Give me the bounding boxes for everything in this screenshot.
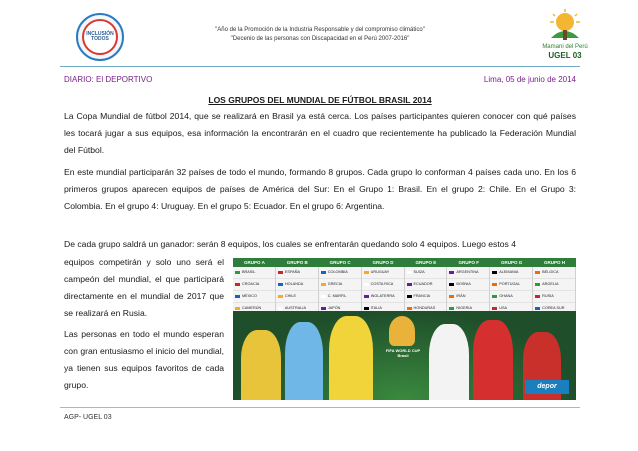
sun-tree-icon [545,8,585,44]
team-name: HONDURAS [413,306,436,310]
group-header: GRUPO B [286,260,308,265]
team-entry [405,279,447,291]
team-entry [319,279,361,291]
flag-icon [321,271,326,275]
world-cup-trophy-icon [389,316,415,346]
group-column [233,267,276,311]
team-name: CHILE [284,294,297,298]
group-team-grid [233,267,576,311]
group-column [362,267,405,311]
flag-icon [535,307,540,311]
team-entry [533,291,575,303]
depor-brand: depor [525,380,569,394]
group-column [276,267,319,311]
flag-icon [235,271,240,275]
team-name: ALEMANIA [499,270,519,274]
team-entry [490,267,532,279]
team-entry [233,267,275,279]
flag-icon [535,295,540,299]
group-column [447,267,490,311]
flag-icon [535,271,540,275]
header-mottos [130,26,510,44]
flag-icon [235,307,240,311]
header-motto-1: "Año de la Promoción de la Industria Responsable y del compromiso climático" [215,27,425,33]
flag-icon [492,307,497,311]
flag-icon [235,295,240,299]
team-name: BÉLGICA [542,270,559,274]
player-figure [429,324,469,400]
group-header: GRUPO F [458,260,480,265]
ugel-logo-name: UGEL 03 [548,51,582,60]
newspaper-name: DIARIO: El DEPORTIVO [64,75,153,84]
team-name: AUSTRALIA [284,306,306,310]
team-name: COSTA RICA [370,282,394,286]
inclusion-logo-text: INCLUSIÓN TODOS [82,19,118,55]
team-name: MÉXICO [242,294,257,298]
flag-icon [364,295,369,299]
team-entry [447,291,489,303]
team-name: C. MARFIL [327,294,347,298]
team-name: GRECIA [327,282,343,286]
team-entry [533,267,575,279]
team-name: URUGUAY [370,270,390,274]
group-header: GRUPO E [415,260,437,265]
article-title: LOS GRUPOS DEL MUNDIAL DE FÚTBOL BRASIL 2014 [208,95,432,105]
team-name: GHANA [499,294,513,298]
bottom-rule [60,407,580,408]
flag-icon [278,307,283,311]
team-name: HOLANDA [284,282,304,286]
flag-icon [278,271,283,275]
flag-icon [407,283,412,287]
group-column [533,267,576,311]
world-cup-groups-image [233,258,576,400]
group-header: GRUPO D [372,260,394,265]
group-header-row [233,258,576,267]
team-entry [447,279,489,291]
team-name: BRASIL [242,270,256,274]
team-entry [276,267,318,279]
player-figure [285,322,323,400]
flag-icon [364,307,369,311]
team-entry [405,267,447,279]
paragraph-1: La Copa Mundial de fútbol 2014, que se realizará en Brasil ya está cerca. Los países participantes quieren conocer con qué países les tocará jugar a sus equipos, esa información la encontrarán en el cuadro que recientemente ha publicado la Federación Mundial del Fútbol. [64,111,576,155]
team-name: BOSNIA [456,282,471,286]
paragraph-3: De cada grupo saldrá un ganador: serán 8 equipos, los cuales se enfrentarán quedando solo 4 equipos. Luego estos 4 [64,239,516,249]
team-entry [490,279,532,291]
team-entry [405,291,447,303]
team-entry [276,291,318,303]
team-name: JAPÓN [327,306,341,310]
flag-icon [407,295,412,299]
flag-icon [492,295,497,299]
ugel-logo-caption: Mamani del Perú [542,44,588,50]
footer-text: AGP- UGEL 03 [64,414,112,421]
team-entry [362,291,404,303]
team-entry [319,267,361,279]
flag-icon [364,271,369,275]
team-entry [490,291,532,303]
flag-icon [449,307,454,311]
paragraph-2: En este mundial participarán 32 países de todo el mundo, formando 8 grupos. Cada grupo lo conforman 4 países cada uno. En los 6 primeros grupos aparecen equipos de países de América del Sur: En el Grupo 1: Brasil. En el grupo 2: Chile. En el Grupo 3: Colombia. En el grupo 4: Uruguay. En el grupo 5: Ecuador. En el grupo 6: Argentina. [64,167,576,211]
flag-icon [321,295,326,299]
header-motto-2: "Decenio de las personas con Discapacidad en el Perú 2007-2016" [230,36,410,42]
team-entry [276,279,318,291]
group-column [319,267,362,311]
team-name: NIGERIA [456,306,472,310]
flag-icon [449,295,454,299]
team-name: ARGELIA [542,282,559,286]
team-name: ARGENTINA [456,270,479,274]
team-name: CAMERÚN [242,306,262,310]
paragraph-4: Las personas en todo el mundo esperan con gran entusiasmo el inicio del mundial, ya tienen sus equipos favoritos de cada grupo. [64,329,224,390]
team-entry [362,267,404,279]
team-name: ESPAÑA [284,270,300,274]
flag-icon [407,307,412,311]
team-name: FRANCIA [413,294,431,298]
flag-icon [321,283,326,287]
team-name: CROACIA [242,282,260,286]
flag-icon [535,283,540,287]
flag-icon [278,295,283,299]
top-rule [60,66,580,67]
player-figure [473,320,513,400]
team-name: ECUADOR [413,282,433,286]
group-column [490,267,533,311]
flag-icon [235,283,240,287]
team-name: COLOMBIA [327,270,348,274]
team-entry [233,279,275,291]
flag-icon [492,283,497,287]
group-header: GRUPO H [544,260,566,265]
world-cup-logo-text: FIFA WORLD CUP Brasil [385,348,421,358]
team-entry [447,267,489,279]
group-column [405,267,448,311]
team-name: ITALIA [370,306,382,310]
team-entry [233,291,275,303]
player-figure [241,330,281,400]
group-header: GRUPO A [244,260,265,265]
flag-icon [407,271,412,275]
flag-icon [364,283,369,287]
dateline [64,75,576,84]
flag-icon [278,283,283,287]
team-name: RUSIA [542,294,554,298]
flag-icon [321,307,326,311]
ugel-logo [536,8,594,64]
group-header: GRUPO C [329,260,351,265]
team-name: COREA SUR [542,306,565,310]
team-name: SUIZA [413,270,425,274]
article-date: Lima, 05 de junio de 2014 [483,75,576,84]
team-entry [362,279,404,291]
team-entry [319,291,361,303]
team-entry [533,279,575,291]
flag-icon [449,283,454,287]
inclusion-logo [76,13,124,61]
team-name: PORTUGAL [499,282,521,286]
player-figure [329,316,373,400]
team-name: INGLATERRA [370,294,395,298]
flag-icon [492,271,497,275]
team-name: IRÁN [456,294,466,298]
group-header: GRUPO G [501,260,523,265]
flag-icon [449,271,454,275]
paragraph-3-continued: equipos competirán y solo uno será el campeón del mundial, el que participará directamente en el mundial de 2017 que se realizará en Rusia. [64,257,224,318]
team-name: USA [499,306,508,310]
